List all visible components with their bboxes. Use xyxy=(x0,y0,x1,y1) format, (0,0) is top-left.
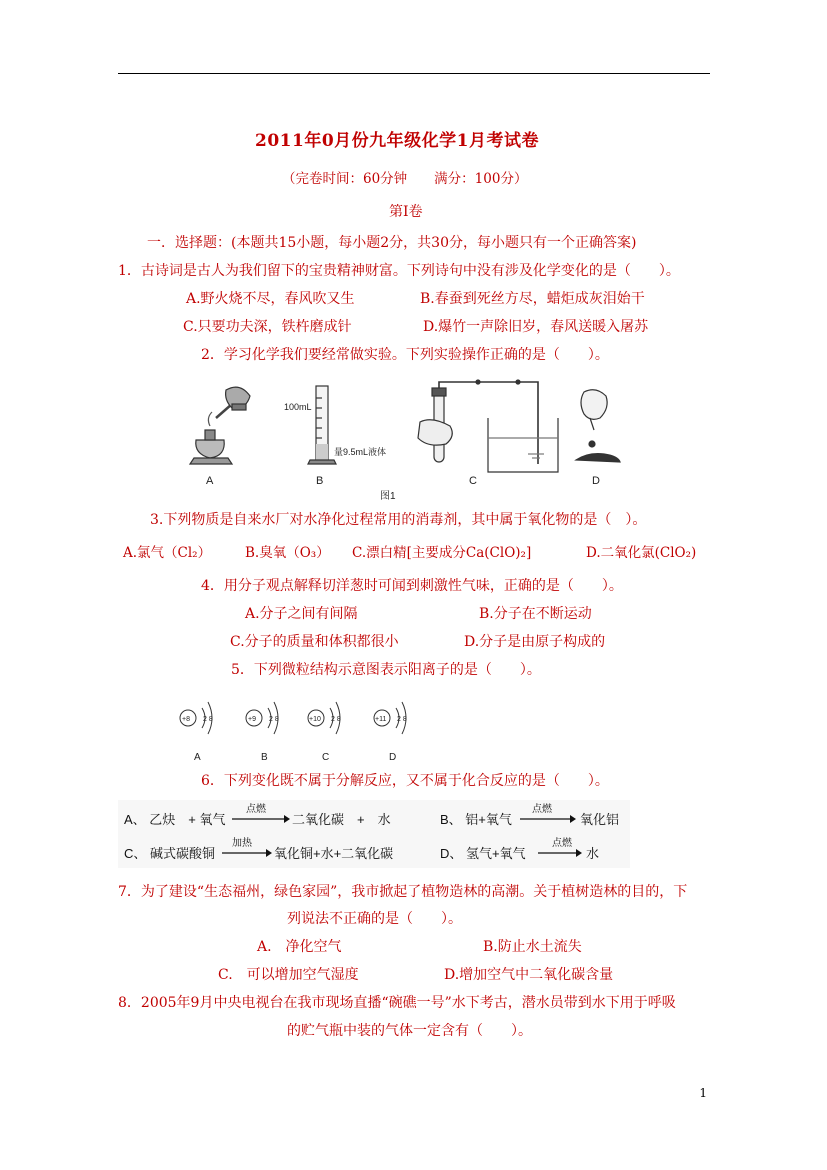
particle-d xyxy=(374,702,407,763)
svg-text:+9: +9 xyxy=(248,716,256,723)
q1-option-d: D.爆竹一声除旧岁，春风送暖入屠苏 xyxy=(423,319,649,335)
q1-stem: 1．古诗词是古人为我们留下的宝贵精神财富。下列诗句中没有涉及化学变化的是（ ）。 xyxy=(118,263,680,279)
q2-experiment-figure xyxy=(188,378,628,502)
q4-option-d: D.分子是由原子构成的 xyxy=(464,634,606,650)
particle-b xyxy=(246,702,279,763)
q7-option-a: A. 净化空气 xyxy=(257,939,342,955)
fig-a-alcohol-lamps xyxy=(190,387,250,464)
fig-c-gas-apparatus xyxy=(418,380,558,472)
q3-option-a: A.氯气（Cl₂） xyxy=(123,545,212,561)
q8-stem-continued: 的贮气瓶中装的气体一定含有（ ）。 xyxy=(287,1023,532,1039)
svg-text:C: C xyxy=(322,752,330,763)
fig-label-c: C xyxy=(469,475,477,487)
q1-option-a: A.野火烧不尽，春风吹又生 xyxy=(186,291,355,307)
fig-label-a: A xyxy=(206,475,214,487)
q4-option-c: C.分子的质量和体积都很小 xyxy=(230,634,399,650)
page-number: 1 xyxy=(699,1086,707,1100)
svg-text:A: A xyxy=(194,752,201,763)
svg-text:D、 氢气+氧气: D、 氢气+氧气 xyxy=(440,846,526,861)
q7-option-d: D.增加空气中二氧化碳含量 xyxy=(444,967,614,983)
fig-b-volume-label: 100mL xyxy=(284,402,312,412)
svg-text:二氧化碳 + 水: 二氧化碳 + 水 xyxy=(292,812,391,827)
svg-text:D: D xyxy=(389,752,397,763)
q8-stem: 8．2005年9月中央电视台在我市现场直播“碗礁一号”水下考古，潜水员带到水下用于呼吸 xyxy=(118,995,676,1011)
q3-option-c: C.漂白精[主要成分Ca(ClO)₂] xyxy=(352,545,532,561)
fig-b-liquid-label: 量9.5mL液体 xyxy=(334,447,387,457)
q7-option-c: C. 可以增加空气湿度 xyxy=(218,967,359,983)
svg-text:2 8: 2 8 xyxy=(397,716,407,723)
svg-text:水: 水 xyxy=(586,846,600,861)
svg-text:A、 乙炔 + 氧气: A、 乙炔 + 氧气 xyxy=(124,812,226,827)
particle-c xyxy=(308,702,341,763)
svg-text:氧化铜+水+二氧化碳: 氧化铜+水+二氧化碳 xyxy=(274,846,394,861)
q2-stem: 2．学习化学我们要经常做实验。下列实验操作正确的是（ ）。 xyxy=(201,347,609,363)
svg-text:B、 铝+氧气: B、 铝+氧气 xyxy=(440,812,512,827)
svg-text:2 8: 2 8 xyxy=(269,716,279,723)
fig-caption: 图1 xyxy=(380,491,396,502)
q3-option-d: D.二氧化氯(ClO₂) xyxy=(586,545,697,561)
svg-text:+8: +8 xyxy=(182,716,190,723)
svg-text:点燃: 点燃 xyxy=(246,804,266,815)
svg-text:+10: +10 xyxy=(309,716,321,723)
header-rule xyxy=(118,73,710,74)
fig-label-b: B xyxy=(316,475,324,487)
svg-text:氧化铝: 氧化铝 xyxy=(580,812,620,827)
svg-text:B: B xyxy=(261,752,268,763)
q3-stem: 3.下列物质是自来水厂对水净化过程常用的消毒剂，其中属于氧化物的是（ ）。 xyxy=(150,512,647,528)
exam-title: 2011年0月份九年级化学1月考试卷 xyxy=(255,131,539,151)
q4-stem: 4．用分子观点解释切洋葱时可闻到刺激性气味，正确的是（ ）。 xyxy=(201,578,623,594)
particle-a xyxy=(180,702,213,763)
q1-option-c: C.只要功夫深，铁杵磨成针 xyxy=(183,319,352,335)
volume-label: 第Ⅰ卷 xyxy=(389,204,423,220)
q5-particle-diagrams xyxy=(170,690,430,766)
fig-label-d: D xyxy=(592,475,600,487)
q6-stem: 6．下列变化既不属于分解反应，又不属于化合反应的是（ ）。 xyxy=(201,773,609,789)
fig-b-graduated-cylinder xyxy=(308,386,336,464)
svg-text:C、 碱式碳酸铜: C、 碱式碳酸铜 xyxy=(124,846,216,861)
q1-option-b: B.春蚕到死丝方尽，蜡炬成灰泪始干 xyxy=(420,291,645,307)
section-heading: 一．选择题：(本题共15小题，每小题2分，共30分，每小题只有一个正确答案) xyxy=(147,235,637,251)
q7-option-b: B.防止水土流失 xyxy=(483,939,582,955)
exam-info: （完卷时间：60分钟 满分：100分） xyxy=(282,171,528,187)
q3-option-b: B.臭氧（O₃） xyxy=(245,545,330,561)
q4-option-b: B.分子在不断运动 xyxy=(479,606,592,622)
svg-text:加热: 加热 xyxy=(232,838,252,849)
fig-d-hand-solid xyxy=(576,390,620,462)
q6-reaction-equations xyxy=(118,800,630,868)
svg-text:+11: +11 xyxy=(375,716,387,723)
svg-text:点燃: 点燃 xyxy=(552,838,572,849)
svg-text:2 8: 2 8 xyxy=(203,716,213,723)
q4-option-a: A.分子之间有间隔 xyxy=(245,606,358,622)
q7-stem: 7．为了建设“生态福州，绿色家园”，我市掀起了植物造林的高潮。关于植树造林的目的，下 xyxy=(118,884,688,900)
q5-stem: 5．下列微粒结构示意图表示阳离子的是（ ）。 xyxy=(231,662,541,678)
q7-stem-continued: 列说法不正确的是（ ）。 xyxy=(287,911,462,927)
svg-text:点燃: 点燃 xyxy=(532,804,552,815)
svg-text:2 8: 2 8 xyxy=(331,716,341,723)
